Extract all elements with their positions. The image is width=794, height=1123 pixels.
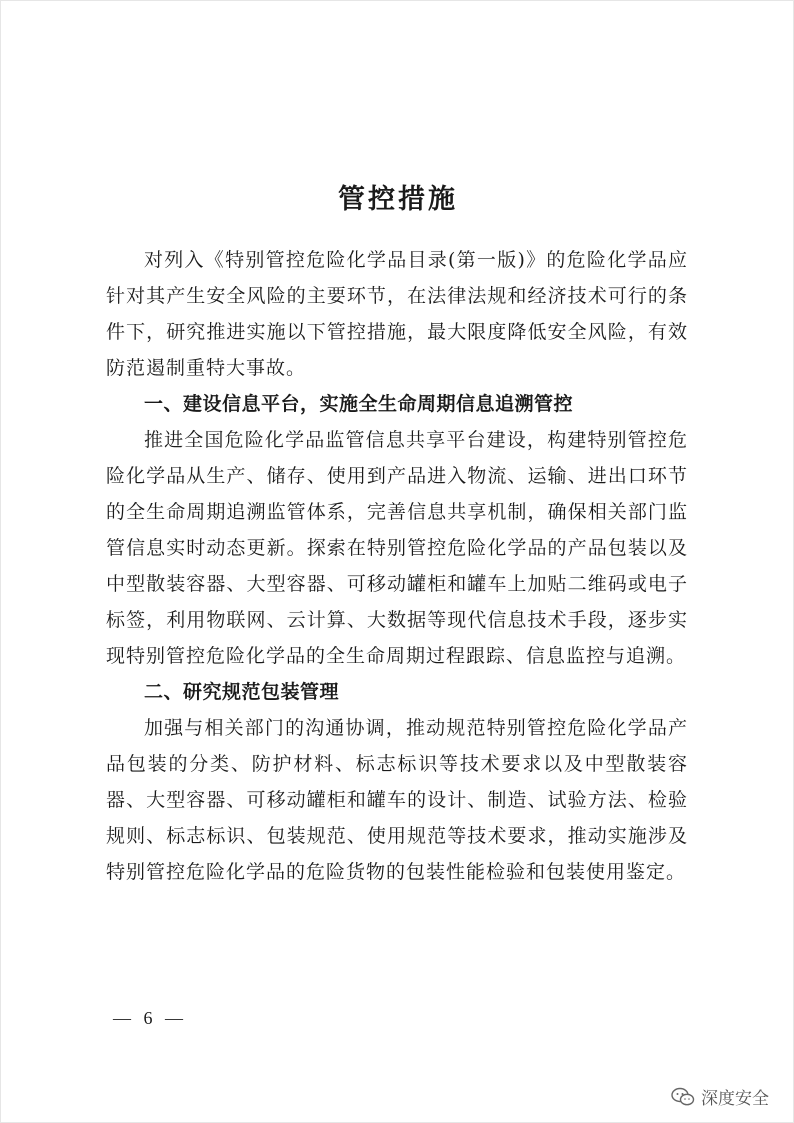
intro-paragraph: 对列入《特别管控危险化学品目录(第一版)》的危险化学品应针对其产生安全风险的主要环节，在法律法规和经济技术可行的条件下，研究推进实施以下管控措施，最大限度降低安全风险，有效防范遏制重特大事故。 — [106, 249, 688, 379]
page-number: — 6 — — [113, 1008, 187, 1028]
section-2-heading: 二、研究规范包装管理 — [144, 681, 340, 703]
watermark — [667, 1082, 773, 1111]
document-body — [106, 242, 688, 890]
section-1-paragraph: 推进全国危险化学品监管信息共享平台建设，构建特别管控危险化学品从生产、储存、使用到产品进入物流、运输、进出口环节的全生命周期追溯监管体系，完善信息共享机制，确保相关部门监管信息实时动态更新。探索在特别管控危险化学品的产品包装以及中型散装容器、大型容器、可移动罐柜和罐车上加贴二维码或电子标签，利用物联网、云计算、大数据等现代信息技术手段，逐步实现特别管控危险化学品的全生命周期过程跟踪、信息监控与追溯。 — [106, 429, 688, 667]
document-title: 管控措施 — [338, 184, 458, 215]
wechat-icon — [671, 1087, 695, 1107]
section-1-heading: 一、建设信息平台，实施全生命周期信息追溯管控 — [144, 393, 574, 415]
section-2-paragraph: 加强与相关部门的沟通协调，推动规范特别管控危险化学品产品包装的分类、防护材料、标志标识等技术要求以及中型散装容器、大型容器、可移动罐柜和罐车的设计、制造、试验方法、检验规则、标志标识、包装规范、使用规范等技术要求，推动实施涉及特别管控危险化学品的危险货物的包装性能检验和包装使用鉴定。 — [106, 717, 688, 883]
watermark-text: 深度安全 — [701, 1089, 769, 1109]
